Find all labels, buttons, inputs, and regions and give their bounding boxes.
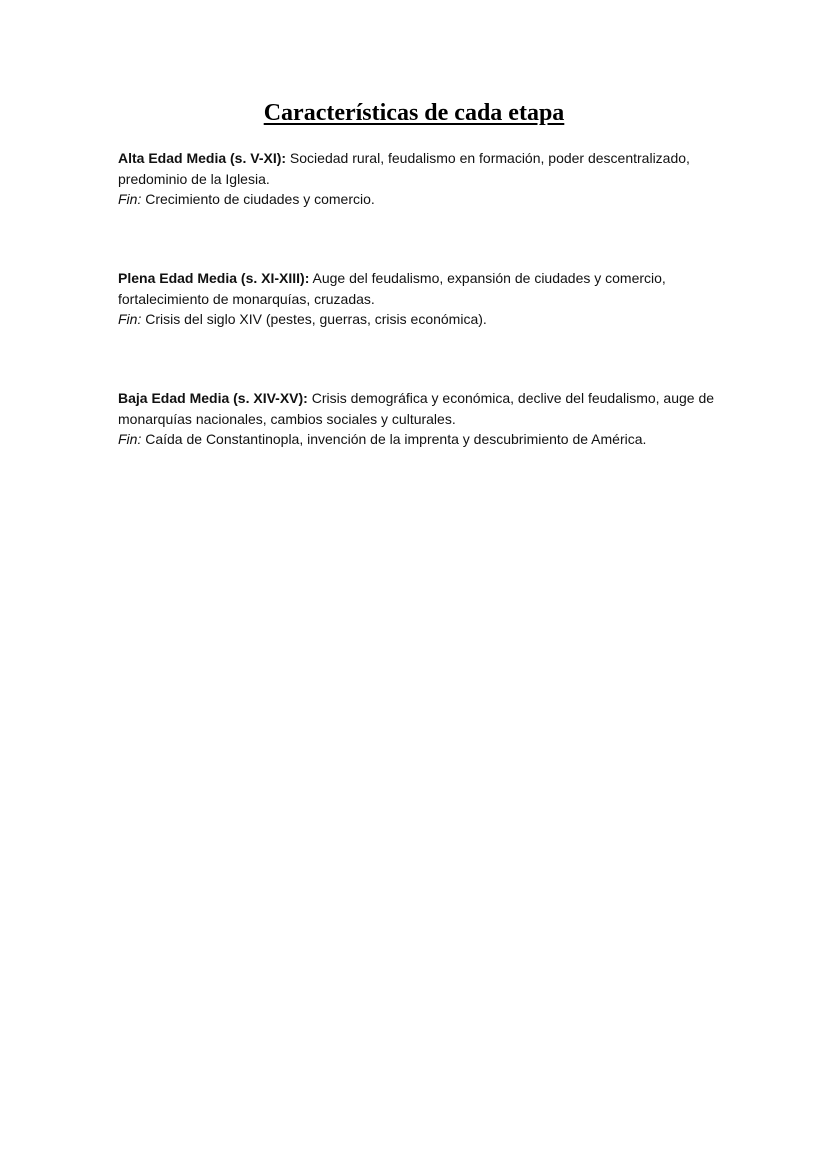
fin-text: Crisis del siglo XIV (pestes, guerras, crisis económica).: [145, 311, 487, 327]
section-alta-edad-media: [118, 148, 718, 210]
section-heading: Alta Edad Media (s. V-XI):: [118, 150, 287, 166]
fin-label: Fin:: [118, 311, 142, 327]
section-heading: Baja Edad Media (s. XIV-XV):: [118, 390, 308, 406]
fin-label: Fin:: [118, 191, 142, 207]
fin-label: Fin:: [118, 431, 142, 447]
section-description: [118, 388, 718, 429]
page-title: Características de cada etapa: [263, 100, 565, 126]
section-plena-edad-media: [118, 268, 718, 330]
section-heading: Plena Edad Media (s. XI-XIII):: [118, 270, 310, 286]
fin-text: Caída de Constantinopla, invención de la imprenta y descubrimiento de América.: [145, 431, 647, 447]
section-description-text: Sociedad rural, feudalismo en formación, poder descentralizado, predominio de la Iglesia.: [118, 150, 690, 187]
section-end: [118, 429, 718, 450]
section-description: [118, 268, 718, 309]
fin-text: Crecimiento de ciudades y comercio.: [145, 191, 375, 207]
section-end: [118, 309, 718, 330]
section-baja-edad-media: [118, 388, 718, 450]
section-description-text: Auge del feudalismo, expansión de ciudades y comercio, fortalecimiento de monarquías, cruzadas.: [118, 270, 666, 307]
section-description-text: Crisis demográfica y económica, declive del feudalismo, auge de monarquías nacionales, cambios sociales y culturales.: [118, 390, 715, 427]
section-end: [118, 189, 718, 210]
section-description: [118, 148, 718, 189]
